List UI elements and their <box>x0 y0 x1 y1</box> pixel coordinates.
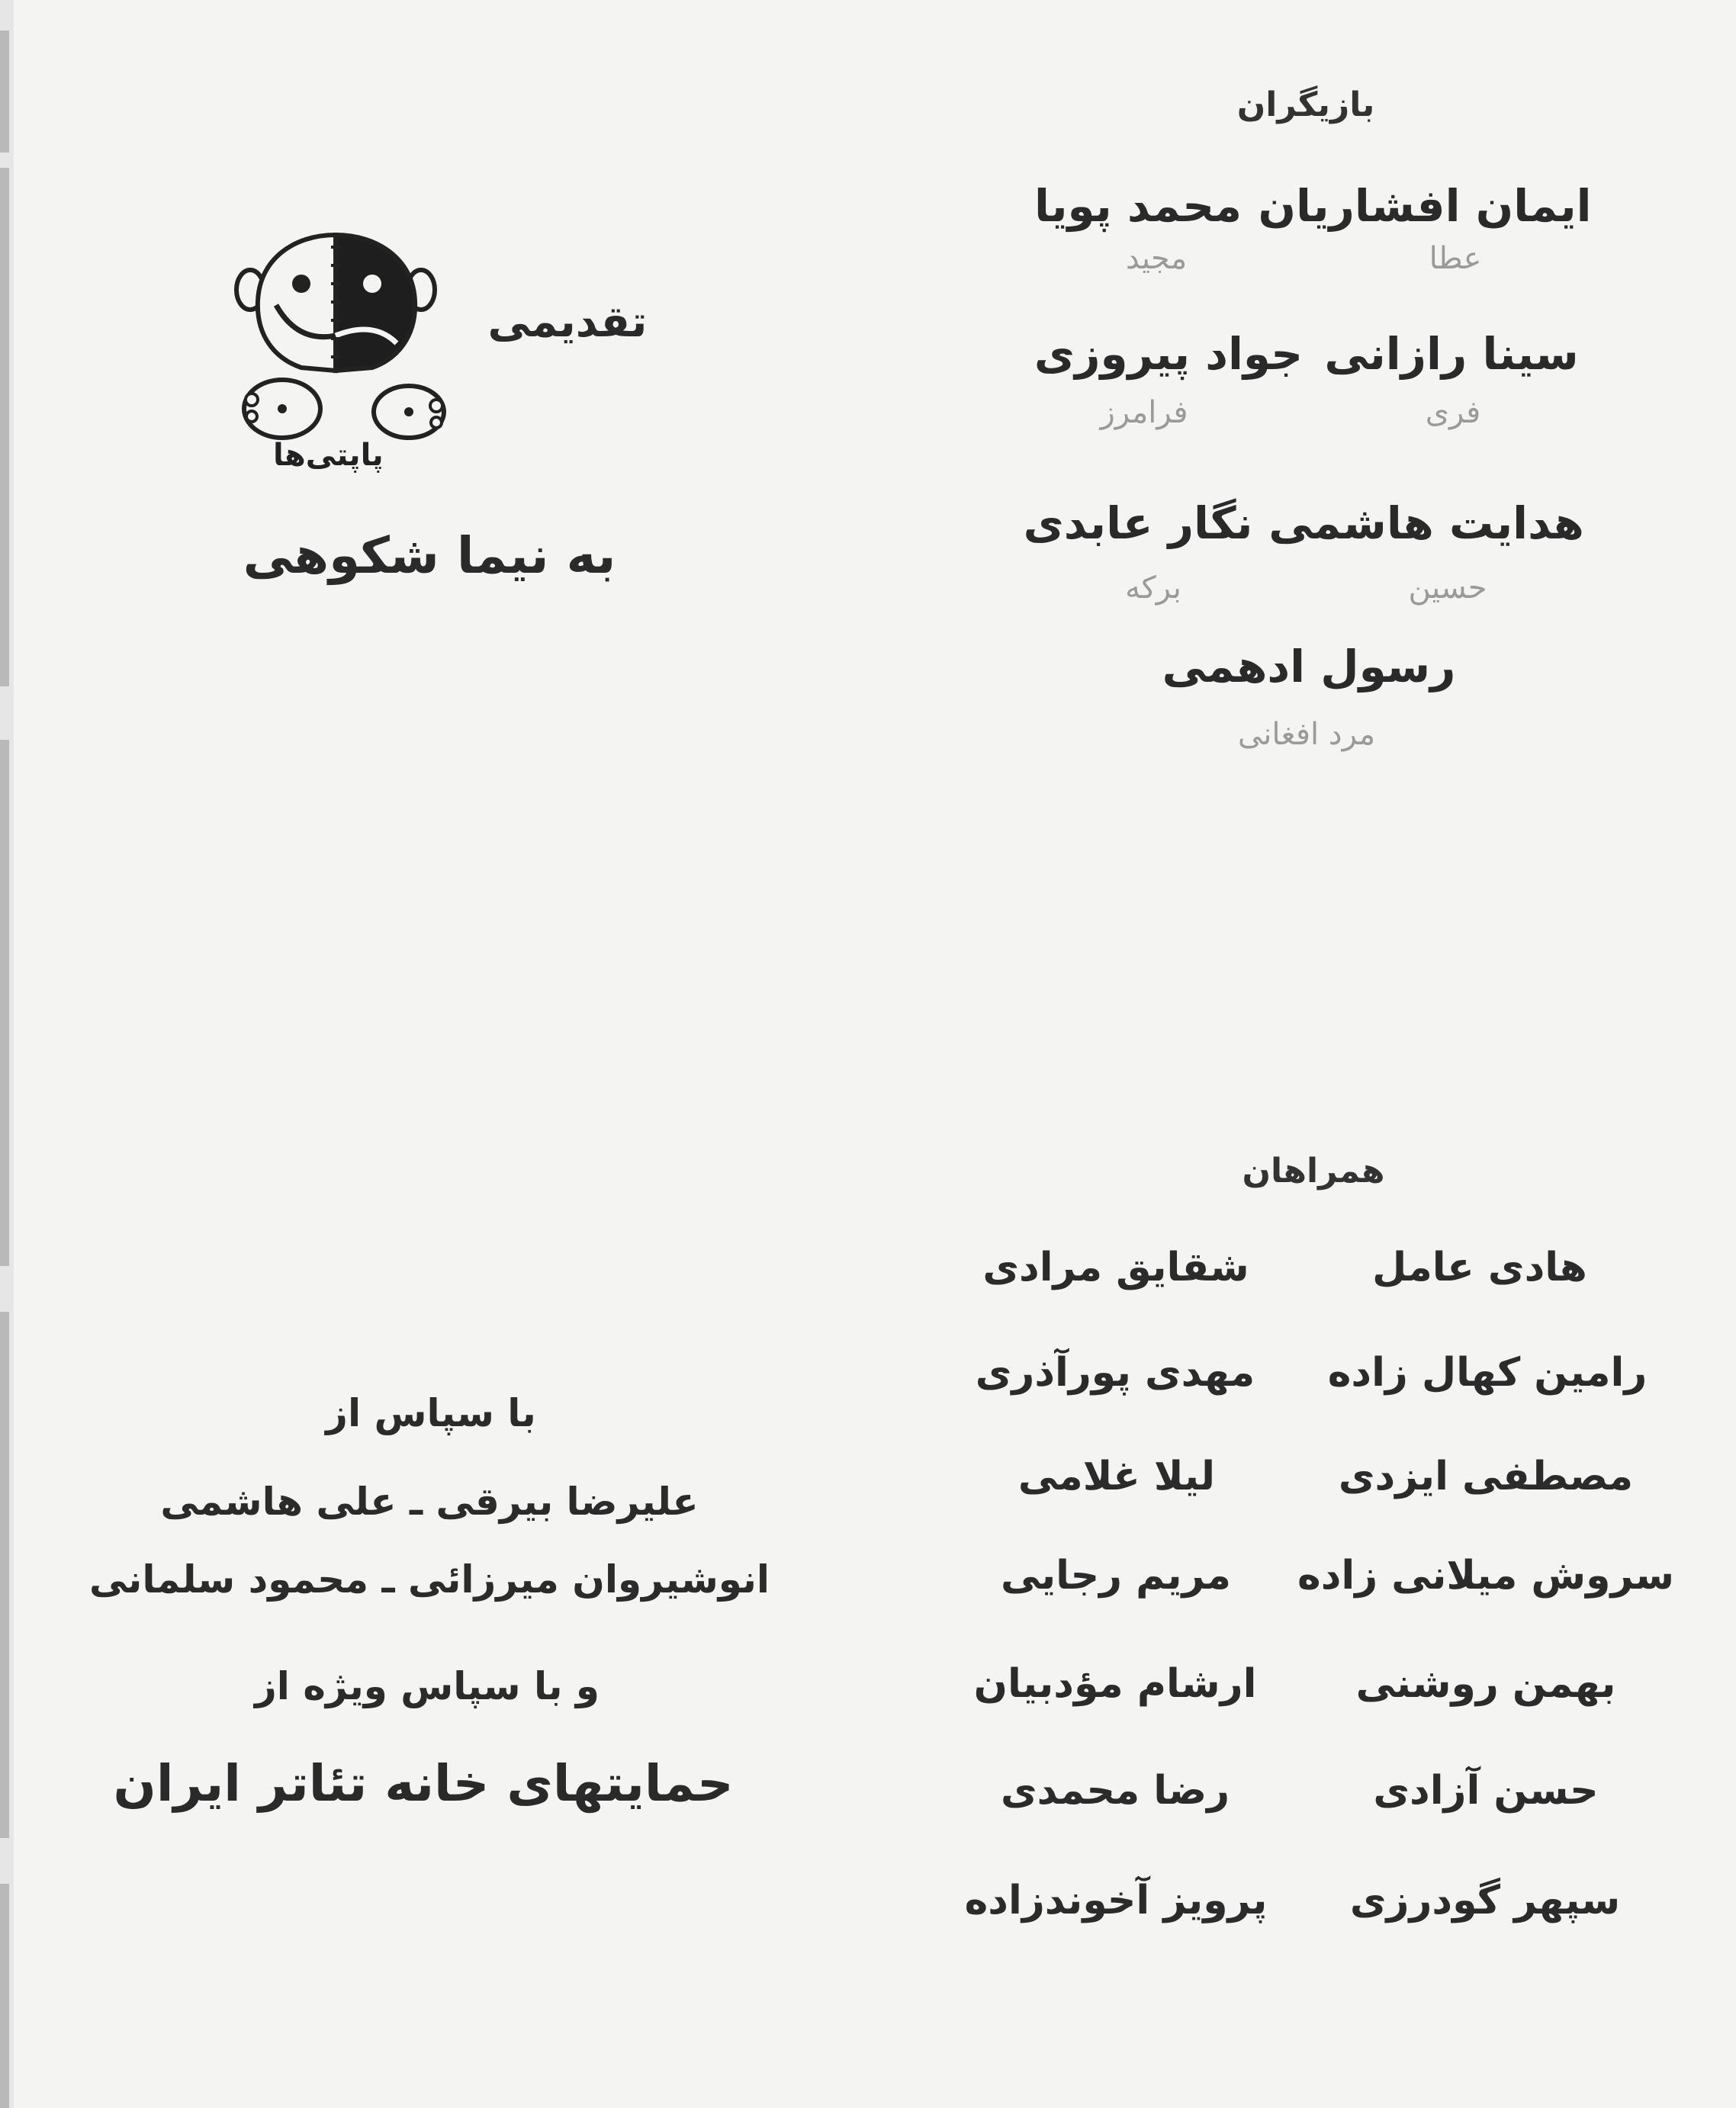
support-line: حمایتهای خانه تئاتر ایران <box>113 1754 734 1813</box>
actor-name: سینا رازانی <box>1324 328 1579 380</box>
crew-member: پرویز آخوندزاده <box>964 1878 1268 1923</box>
special-thanks: و با سپاس ویژه از <box>254 1664 600 1708</box>
actor-name: ایمان افشاریان <box>1258 180 1592 232</box>
logo-caption: پاپتی‌ها <box>273 438 384 473</box>
actor-name: رسول ادهمی <box>1162 641 1456 692</box>
thanks-line: انوشیروان میرزائی ـ محمود سلمانی <box>88 1557 770 1602</box>
crew-member: رضا محمدی <box>1000 1768 1230 1814</box>
role-name: مرد افغانی <box>1237 717 1376 752</box>
crew-member: ارشام مؤدبیان <box>973 1661 1257 1707</box>
thanks-line: علیرضا بیرقی ـ علی هاشمی <box>160 1480 699 1524</box>
actor-name: نگار عابدی <box>1023 497 1253 549</box>
crew-member: سروش میلانی زاده <box>1297 1553 1674 1599</box>
crew-member: حسن آزادی <box>1373 1768 1599 1814</box>
dedicated-to: به نیما شکوهی <box>243 526 616 585</box>
role-name: مجید <box>1125 241 1188 276</box>
crew-member: مریم رجایی <box>1000 1553 1232 1599</box>
crew-member: رامین کهال زاده <box>1327 1350 1648 1396</box>
crew-member: مصطفی ایزدی <box>1338 1454 1634 1499</box>
presented-label: تقدیمی <box>487 297 648 347</box>
crew-member: هادی عامل <box>1372 1245 1587 1290</box>
thanks-heading: با سپاس از <box>326 1391 536 1435</box>
crew-member: شقایق مرادی <box>982 1245 1249 1290</box>
crew-heading: همراهان <box>1242 1152 1385 1191</box>
actor-name: هدایت هاشمی <box>1268 497 1584 549</box>
role-name: فری <box>1425 395 1481 430</box>
actor-name: جواد پیروزی <box>1034 328 1304 380</box>
role-name: برکه <box>1125 570 1181 606</box>
crew-member: سپهر گودرزی <box>1349 1878 1621 1923</box>
crew-member: لیلا غلامی <box>1017 1454 1216 1499</box>
role-name: عطا <box>1429 241 1482 276</box>
role-name: حسین <box>1408 570 1487 606</box>
actor-name: محمد پویا <box>1034 180 1242 232</box>
cast-heading: بازیگران <box>1236 85 1375 124</box>
crew-member: بهمن روشنی <box>1355 1661 1616 1707</box>
role-name: فرامرز <box>1100 395 1188 430</box>
page-edge <box>0 0 14 2108</box>
crew-member: مهدی پورآذری <box>975 1350 1255 1396</box>
